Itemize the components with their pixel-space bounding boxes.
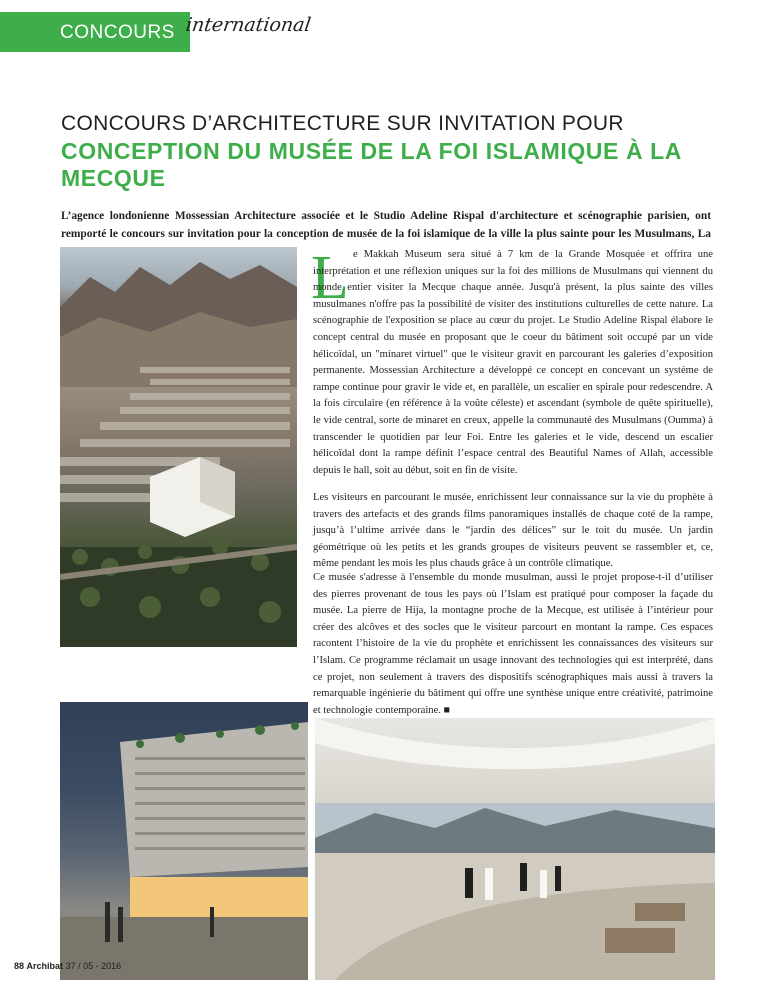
article-paragraph-2	[313, 490, 713, 573]
article-paragraph-1	[311, 244, 713, 479]
facade-rendering-photo	[60, 702, 308, 980]
paragraph-text: Ce musée s'adresse à l'ensemble du monde musulman, aussi le projet propose-t-il d’utiliser des pierres provenant de tous les pays où l’Islam est pratiqué pour composer la façade du musée. La pierre de Hija, la montagne proche de la Mecque, est utilisée à l’intérieur pour créer des alcôves et des socles que le visiteur parcourt en montant la rampe. Ces espaces racontent l’histoire de la vie du prophète et enrichissent les connaissances des visiteurs sur l’Islam. Ce programme réclamait un usage innovant des technologies qui est interprété, dans ce projet, non seulement à travers des dispositifs scénographiques mais aussi à travers la remarquable ingénierie du bâtiment qui offre une synthèse unique entre créativité, patrimoine et technologie contemporaine. ■	[313, 572, 713, 716]
issue-info: 37 / 05 - 2016	[65, 961, 122, 971]
article-lead: L’agence londonienne Mossessian Architecture associée et le Studio Adeline Rispal d'architecture et scénographie parisien, ont remporté le concours sur invitation pour la conception de musée de la foi islamique de la ville la plus sainte pour les Musulmans, La	[61, 210, 711, 240]
page-footer	[14, 961, 121, 971]
magazine-name: Archibat	[26, 961, 64, 971]
paragraph-text: e Makkah Museum sera situé à 7 km de la Grande Mosquée et offrira une interprétation et une réflexion uniques sur la foi des millions de Musulmans qui viennent du monde entier visiter la Mecque chaque année. Jusqu'à présent, la plus sainte des villes musulmanes n'offre pas la possibilité de visiter des institutions culturelles de cette nature. La scénographie de l'exposition se place au cœur du projet. Le Studio Adeline Rispal élabore le concept central du musée en proposant que le coeur du bâtiment soit occupé par un vide hélicoïdal, un "minaret virtuel" que le visiteur gravit en parcourant les galeries d’exposition permanente. Mossessian Architecture a développé ce concept en concevant un système de rampe continue pour gravir le vide et, en parallèle, un escalier en spirale pour redescendre. A la fois circulaire (en référence à la voûte céleste) et ascendant (symbole de quête spirituelle), le vide central, sorte de minaret en creux, appelle la communauté des Musulmans (Oumma) à transcender le quotidien par leur Foi. Entre les galeries et le vide, descend un escalier hélicoïdal dont la rampe définit l’espace central des Beautiful Names of Allah, accessible depuis le hall, soit au début, soit en fin de visite.	[313, 249, 713, 476]
paragraph-text: Les visiteurs en parcourant le musée, enrichissent leur connaissance sur la vie du prophète à travers des artefacts et des grands films panoramiques installés de chaque coté de la rampe, jusqu’à l’ultime arrivée dans le “jardin des délices” sur le toit du musée. Un jardin géométrique où les petits et les grands groupes de visiteurs peuvent se rassembler et, ce, même pendant les mois les plus chauds grâce à un contrôle climatique.	[313, 492, 713, 570]
page-number: 88	[14, 961, 25, 971]
section-rubric-label: CONCOURS	[60, 22, 175, 43]
section-rubric-sublabel: international	[184, 14, 313, 36]
aerial-rendering-photo	[60, 247, 297, 647]
drop-cap: L	[311, 244, 349, 312]
article-title-line1: CONCOURS D’ARCHITECTURE SUR INVITATION POUR	[61, 112, 624, 135]
article-title-line2: CONCEPTION DU MUSÉE DE LA FOI ISLAMIQUE À LA MECQUE	[61, 138, 682, 191]
article-paragraph-3	[313, 570, 713, 719]
interior-rendering-photo	[315, 718, 715, 980]
